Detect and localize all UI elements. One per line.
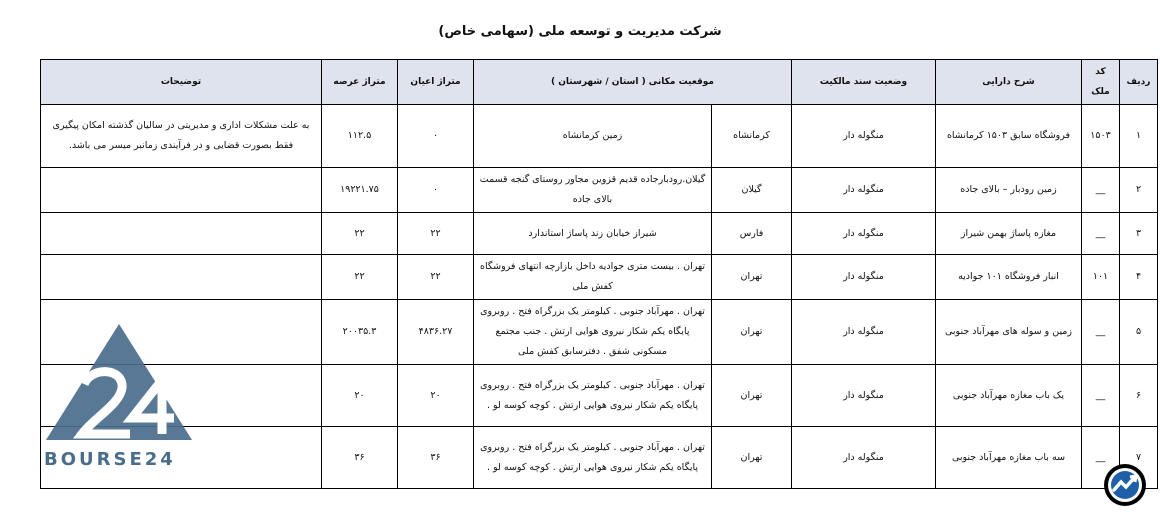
header-row-number: ردیف	[1120, 60, 1158, 105]
cell-deed-status: منگوله دار	[792, 427, 936, 489]
cell-row-number: ۶	[1120, 365, 1158, 427]
cell-building-area: ۲۰	[398, 365, 474, 427]
cell-row-number: ۵	[1120, 300, 1158, 365]
cell-description: مغازه پاساژ بهمن شیراز	[936, 213, 1082, 255]
cell-address: زمین کرمانشاه	[474, 105, 712, 168]
header-notes: توضیحات	[41, 60, 322, 105]
cell-address: گیلان.رودبارجاده قدیم قزوین مجاور روستای گنجه قسمت بالای جاده	[474, 168, 712, 213]
cell-province: فارس	[712, 213, 792, 255]
cell-deed-status: منگوله دار	[792, 213, 936, 255]
cell-deed-status: منگوله دار	[792, 365, 936, 427]
table-row	[41, 365, 1158, 427]
cell-address: تهران . مهرآباد جنوبی . کیلومتر یک بزرگراه فتح . روبروی پایگاه یکم شکار نیروی هوایی ارتش . کوچه کوسه لو .	[474, 427, 712, 489]
cell-land-area: ۳۶	[322, 427, 398, 489]
cell-land-area: ۱۹۲۲۱.۷۵	[322, 168, 398, 213]
table-row	[41, 300, 1158, 365]
cell-notes	[41, 168, 322, 213]
cell-notes	[41, 213, 322, 255]
cell-description: سه باب مغازه مهرآباد جنوبی	[936, 427, 1082, 489]
cell-description: زمین رودبار – بالای جاده	[936, 168, 1082, 213]
cell-code: __	[1082, 427, 1120, 489]
cell-province: تهران	[712, 427, 792, 489]
cell-row-number: ۲	[1120, 168, 1158, 213]
cell-land-area: ۲۲	[322, 255, 398, 300]
table-row	[41, 168, 1158, 213]
cell-building-area: ۰	[398, 168, 474, 213]
cell-deed-status: منگوله دار	[792, 168, 936, 213]
cell-building-area: ۴۸۳۶.۲۷	[398, 300, 474, 365]
cell-address: تهران . مهرآباد جنوبی . کیلومتر یک بزرگراه فتح . روبروی پایگاه یکم شکار نیروی هوایی ارتش . جنب مجتمع مسکونی شفق . دفترسابق کفش ملی	[474, 300, 712, 365]
cell-row-number: ۴	[1120, 255, 1158, 300]
cell-building-area: ۳۶	[398, 427, 474, 489]
cell-building-area: ۰	[398, 105, 474, 168]
bourse24-watermark-logo	[44, 322, 194, 470]
cell-code: __	[1082, 365, 1120, 427]
cell-building-area: ۲۲	[398, 213, 474, 255]
header-building-area: متراژ اعیان	[398, 60, 474, 105]
cell-code: __	[1082, 168, 1120, 213]
header-location: موقعیت مکانی ( استان / شهرستان )	[474, 60, 792, 105]
cell-code: ۱۰۱	[1082, 255, 1120, 300]
cell-province: کرمانشاه	[712, 105, 792, 168]
cell-address: شیراز خیابان زند پاساژ استاندارد	[474, 213, 712, 255]
cell-land-area: ۱۱۲.۵	[322, 105, 398, 168]
cell-notes: به علت مشکلات اداری و مدیریتی در سالیان گذشته امکان پیگیری فقط بصورت قضایی و در فرآیندی زمانبر میسر می باشد.	[41, 105, 322, 168]
cell-deed-status: منگوله دار	[792, 255, 936, 300]
header-row	[41, 60, 1158, 105]
cell-row-number: ۳	[1120, 213, 1158, 255]
cell-description: یک باب مغازه مهرآباد جنوبی	[936, 365, 1082, 427]
cell-notes	[41, 255, 322, 300]
watermark-text: BOURSE24	[44, 449, 176, 470]
cell-row-number: ۷	[1120, 427, 1158, 489]
header-description: شرح دارایی	[936, 60, 1082, 105]
cell-province: تهران	[712, 300, 792, 365]
header-code: کد ملک	[1082, 60, 1120, 105]
cell-land-area: ۲۰۰۳۵.۳	[322, 300, 398, 365]
cell-description: زمین و سوله های مهرآباد جنوبی	[936, 300, 1082, 365]
table-row	[41, 105, 1158, 168]
cell-row-number: ۱	[1120, 105, 1158, 168]
cell-land-area: ۲۲	[322, 213, 398, 255]
cell-building-area: ۲۲	[398, 255, 474, 300]
table-row	[41, 427, 1158, 489]
cell-description: فروشگاه سابق ۱۵۰۳ کرمانشاه	[936, 105, 1082, 168]
bourse-badge-icon	[1103, 463, 1147, 507]
table-row	[41, 255, 1158, 300]
table-row	[41, 213, 1158, 255]
cell-deed-status: منگوله دار	[792, 300, 936, 365]
header-land-area: متراژ عرصه	[322, 60, 398, 105]
cell-province: تهران	[712, 365, 792, 427]
cell-address: تهران . مهرآباد جنوبی . کیلومتر یک بزرگراه فتح . روبروی پایگاه یکم شکار نیروی هوایی ارتش . کوچه کوسه لو .	[474, 365, 712, 427]
cell-land-area: ۲۰	[322, 365, 398, 427]
assets-table	[40, 59, 1158, 489]
cell-deed-status: منگوله دار	[792, 105, 936, 168]
page-title: شرکت مدیریت و توسعه ملی (سهامی خاص)	[438, 24, 722, 39]
cell-description: انبار فروشگاه ۱۰۱ جوادیه	[936, 255, 1082, 300]
cell-province: تهران	[712, 255, 792, 300]
cell-address: تهران . بیست متری جوادیه داخل بازارچه انتهای فروشگاه کفش ملی	[474, 255, 712, 300]
header-deed-status: وضعیت سند مالکیت	[792, 60, 936, 105]
cell-code: __	[1082, 300, 1120, 365]
cell-code: __	[1082, 213, 1120, 255]
cell-code: ۱۵۰۳	[1082, 105, 1120, 168]
cell-province: گیلان	[712, 168, 792, 213]
